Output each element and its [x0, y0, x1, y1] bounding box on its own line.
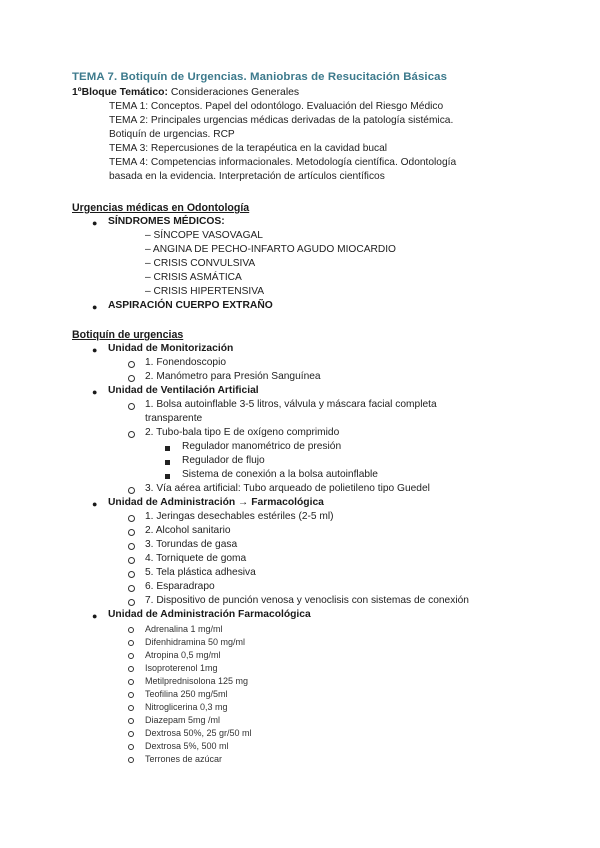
sindrome-item: – CRISIS HIPERTENSIVA — [145, 286, 265, 297]
tema-line: TEMA 4: Competencias informacionales. Metodología científica. Odontología — [109, 157, 457, 168]
circle-bullet-icon — [128, 403, 135, 410]
tema-line: basada en la evidencia. Interpretación de artículos científicos — [109, 171, 385, 182]
unit-administracion-label: Unidad de Administración Farmacológica — [108, 609, 311, 620]
drug-item: Teofilina 250 mg/5ml — [145, 689, 228, 699]
circle-bullet-icon — [128, 731, 134, 737]
list-item: 3. Torundas de gasa — [145, 539, 238, 550]
circle-bullet-icon — [128, 718, 134, 724]
drug-item: Diazepam 5mg /ml — [145, 715, 221, 725]
tema-line: Botiquín de urgencias. RCP — [109, 129, 235, 140]
circle-bullet-icon — [128, 543, 135, 550]
block-text: Consideraciones Generales — [167, 87, 300, 98]
bullet-icon: ● — [92, 387, 98, 397]
sub-list-item: Regulador de flujo — [182, 455, 265, 466]
sub-list-item: Regulador manométrico de presión — [182, 441, 342, 452]
bullet-icon: ● — [92, 218, 98, 228]
drug-item: Dextrosa 50%, 25 gr/50 ml — [145, 728, 252, 738]
tema-line: TEMA 2: Principales urgencias médicas derivadas de la patología sistémica. — [109, 115, 454, 126]
section-heading-botiquin: Botiquín de urgencias — [72, 329, 184, 341]
circle-bullet-icon — [128, 599, 135, 606]
circle-bullet-icon — [128, 585, 135, 592]
circle-bullet-icon — [128, 361, 135, 368]
list-item: 2. Manómetro para Presión Sanguínea — [145, 371, 321, 382]
circle-bullet-icon — [128, 679, 134, 685]
drug-item: Atropina 0,5 mg/ml — [145, 650, 221, 660]
circle-bullet-icon — [128, 640, 134, 646]
circle-bullet-icon — [128, 515, 135, 522]
circle-bullet-icon — [128, 487, 135, 494]
circle-bullet-icon — [128, 571, 135, 578]
sub-list-item: Sistema de conexión a la bolsa autoinflable — [182, 469, 378, 480]
circle-bullet-icon — [128, 627, 134, 633]
unit-ventilacion-label: Unidad de Ventilación Artificial — [108, 385, 259, 396]
list-item: 3. Vía aérea artificial: Tubo arqueado de polietileno tipo Guedel — [145, 483, 430, 494]
block-label: 1ºBloque Temático: — [72, 87, 168, 98]
drug-item: Nitroglicerina 0,3 mg — [145, 702, 228, 712]
sindrome-item: – SÍNCOPE VASOVAGAL — [145, 230, 263, 241]
list-item: 5. Tela plástica adhesiva — [145, 567, 256, 578]
drug-item: Difenhidramina 50 mg/ml — [145, 637, 246, 647]
list-item-continuation: transparente — [145, 413, 203, 424]
tema-line: TEMA 3: Repercusiones de la terapéutica en la cavidad bucal — [109, 143, 388, 154]
unit-administracion-farm-label: Unidad de Administración → Farmacológica — [108, 497, 324, 508]
drug-item: Adrenalina 1 mg/ml — [145, 624, 223, 634]
list-item: 6. Esparadrapo — [145, 581, 215, 592]
bullet-icon: ● — [92, 611, 98, 621]
unit-monitorizacion-label: Unidad de Monitorización — [108, 343, 234, 354]
square-bullet-icon — [165, 446, 170, 451]
tema-line: TEMA 1: Conceptos. Papel del odontólogo. Evaluación del Riesgo Médico — [109, 101, 444, 112]
block-line — [72, 87, 299, 98]
drug-item: Metilprednisolona 125 mg — [145, 676, 249, 686]
list-item: 2. Alcohol sanitario — [145, 525, 231, 536]
circle-bullet-icon — [128, 653, 134, 659]
drug-item: Dextrosa 5%, 500 ml — [145, 741, 229, 751]
list-item: 1. Jeringas desechables estériles (2-5 ml) — [145, 511, 334, 522]
list-item: 4. Torniquete de goma — [145, 553, 247, 564]
circle-bullet-icon — [128, 529, 135, 536]
sindrome-item: – CRISIS ASMÁTICA — [145, 272, 242, 283]
section-heading-urgencias: Urgencias médicas en Odontología — [72, 202, 250, 214]
document-title: TEMA 7. Botiquín de Urgencias. Maniobras de Resucitación Básicas — [72, 71, 447, 83]
circle-bullet-icon — [128, 744, 134, 750]
list-item: 7. Dispositivo de punción venosa y venoclisis con sistemas de conexión — [145, 595, 469, 606]
square-bullet-icon — [165, 474, 170, 479]
aspiracion-label: ASPIRACIÓN CUERPO EXTRAÑO — [108, 300, 273, 311]
circle-bullet-icon — [128, 692, 134, 698]
circle-bullet-icon — [128, 431, 135, 438]
circle-bullet-icon — [128, 557, 135, 564]
circle-bullet-icon — [128, 375, 135, 382]
sindromes-label: SÍNDROMES MÉDICOS: — [108, 216, 225, 227]
circle-bullet-icon — [128, 757, 134, 763]
circle-bullet-icon — [128, 666, 134, 672]
square-bullet-icon — [165, 460, 170, 465]
sindrome-item: – CRISIS CONVULSIVA — [145, 258, 256, 269]
drug-item: Terrones de azúcar — [145, 754, 223, 764]
circle-bullet-icon — [128, 705, 134, 711]
bullet-icon: ● — [92, 302, 98, 312]
sindrome-item: – ANGINA DE PECHO-INFARTO AGUDO MIOCARDIO — [145, 244, 396, 255]
list-item: 1. Fonendoscopio — [145, 357, 226, 368]
bullet-icon: ● — [92, 499, 98, 509]
drug-item: Isoproterenol 1mg — [145, 663, 218, 673]
list-item: 1. Bolsa autoinflable 3-5 litros, válvula y máscara facial completa — [145, 399, 437, 410]
list-item: 2. Tubo-bala tipo E de oxígeno comprimido — [145, 427, 340, 438]
bullet-icon: ● — [92, 345, 98, 355]
